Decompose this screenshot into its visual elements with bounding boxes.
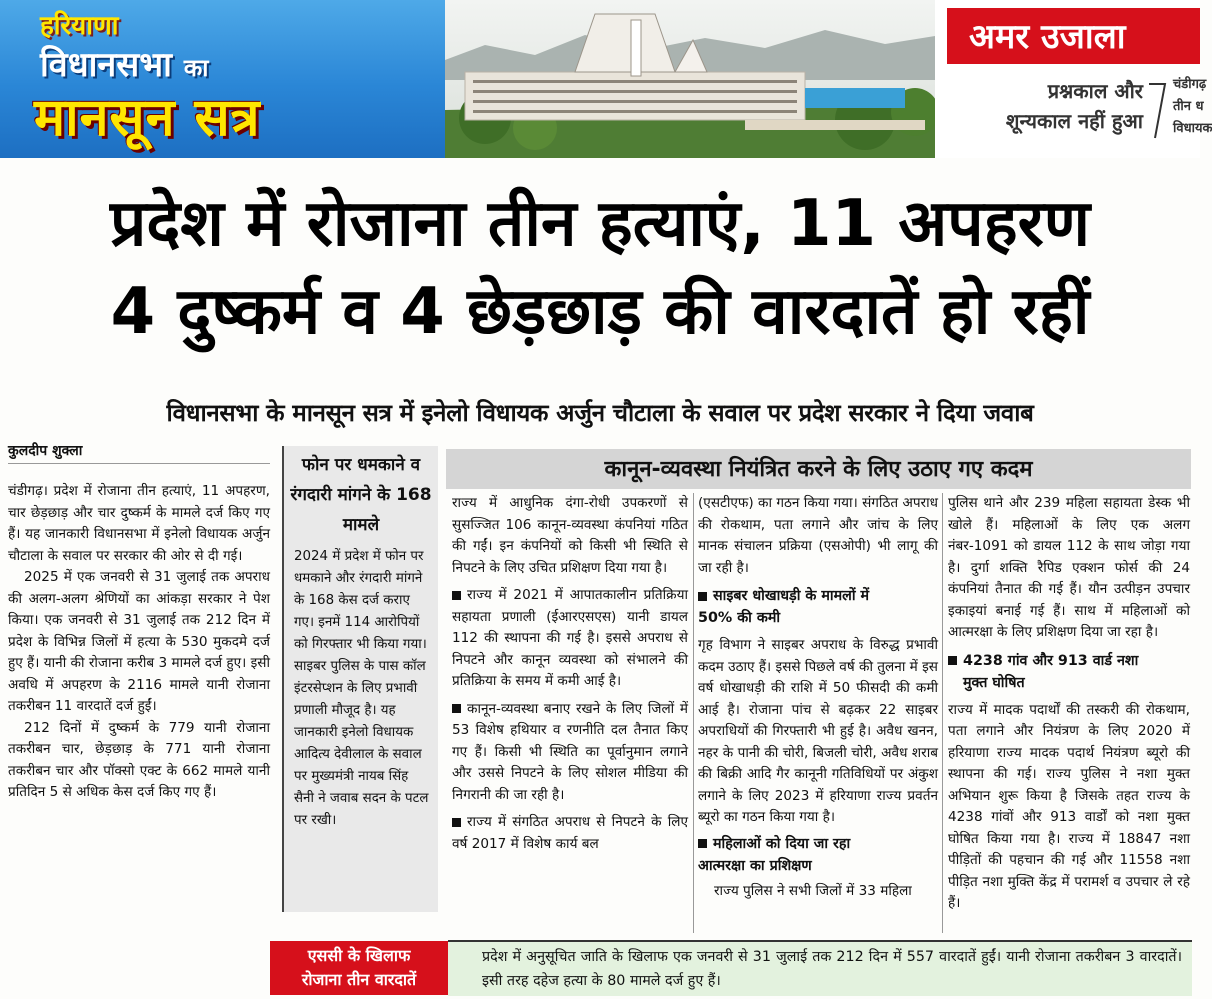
measures-paragraph-7: राज्य पुलिस ने सभी जिलों में 33 महिला [714,882,912,899]
measures-paragraph-5: (एसटीएफ) का गठन किया गया। संगठित अपराध की रोकथाम, पता लगाने और जांच के लिए मानक संचालन प्रक्रिया (एसओपी) भी लागू की जा रही है। [698,495,938,576]
session-label: मानसून सत्र [34,88,261,148]
assembly-building-photo [445,0,935,158]
snippet-line-3: विधायक [1173,121,1212,136]
story-paragraph-2: 2025 में एक जनवरी से 31 जुलाई तक अपराध की अलग-अलग श्रेणियों का आंकड़ा सरकार ने पेश किया। एक जनवरी से 31 जुलाई तक 212 दिन में प्रदेश के विभिन्न जिलों में हत्या के 530 मुकदमे दर्ज हुए हैं। यानी की रोजाना करीब 3 मामले दर्ज हुए। इसी अवधि में अपहरण के 2116 मामले यानी रोजाना तकरीबन 11 वारदातें दर्ज हुईं। [8,569,271,714]
section-banner [446,449,1191,489]
author-byline: कुलदीप शुक्ला [8,443,83,459]
sc-box-line-2: रोजाना तीन वारदातें [301,970,417,989]
section-title: कानून-व्यवस्था नियंत्रित करने के लिए उठाए गए कदम [604,457,1033,482]
assembly-text: विधानसभा [40,45,172,85]
measures-paragraph-1: राज्य में आधुनिक दंगा-रोधी उपकरणों से सुसज्जित 106 कानून-व्यवस्था कंपनियां गठित की गईं। इन कंपनियों को किसी भी स्थिति से निपटने के लिए उचित प्रशिक्षण दिया गया है। [452,495,688,576]
measures-paragraph-3: कानून-व्यवस्था बनाए रखने के लिए जिलों में 53 विशेष हथियार व रणनीति दल तैनात किए गए हैं। किसी भी स्थिति का पूर्वानुमान लगाने और उससे निपटने के लिए सोशल मीडिया की निगरानी की जा रही है। [452,700,688,803]
assembly-suffix: का [183,54,209,82]
measures-paragraph-6: गृह विभाग ने साइबर अपराध के विरुद्ध प्रभावी कदम उठाए हैं। इससे पिछले वर्ष की तुलना में इस वर्ष धोखाधड़ी की राशि में 50 फीसदी की कमी आई है। रोजाना पांच से बढ़कर 22 साइबर अपराधियों की गिरफ्तारी भी हुई है। अवैध खनन, नहर के पानी की चोरी, बिजली चोरी, अवैध शराब की बिक्री आदि गैर कानूनी गतिविधियों पर अंकुश लगाने के लिए 2023 में हरियाणा राज्य प्रवर्तन ब्यूरो का गठन किया गया है। [698,637,938,825]
cyber-heading-line-2: 50% की कमी [698,610,781,626]
women-training-heading [698,833,938,877]
cyber-fraud-heading [698,585,938,629]
assembly-building-illustration [445,0,935,158]
bullet-icon [698,592,707,601]
bullet-icon [698,839,707,848]
story-paragraph-1: चंडीगढ़। प्रदेश में रोजाना तीन हत्याएं, 11 अपहरण, चार छेड़छाड़ और चार दुष्कर्म के मामले दर्ज किए गए हैं। यह जानकारी विधानसभा में इनेलो विधायक अर्जुन चौटाला के सवाल पर सरकार की ओर से दी गई। [8,483,270,564]
headline-line-1: प्रदेश में रोजाना तीन हत्याएं, 11 अपहरण [109,187,1091,261]
column-rule [942,493,943,933]
drug-free-heading [948,650,1190,694]
main-story-column [8,481,270,804]
measures-paragraph-2: राज्य में 2021 में आपातकालीन प्रतिक्रिया सहायता प्रणाली (ईआरएसएस) यानी डायल 112 की स्थापना की गई है। इससे अपराध से निपटने और कानून व्यवस्था को संभालने की प्रतिक्रिया के समय में कमी आई है। [452,587,688,689]
byline-rule [8,463,270,464]
side-note [943,76,1143,136]
bullet-icon [452,704,461,713]
cut-off-snippet [1173,74,1212,140]
women-heading-line-2: आत्मरक्षा का प्रशिक्षण [698,857,812,874]
women-heading-line-1: महिलाओं को दिया जा रहा [713,835,851,852]
measures-paragraph-4: राज्य में संगठित अपराध से निपटने के लिए वर्ष 2017 में विशेष कार्य बल [452,814,688,852]
sc-highlight-box [270,941,448,995]
drug-heading-line-1: 4238 गांव और 913 वार्ड नशा [963,652,1139,669]
cyber-heading-line-1: साइबर धोखाधड़ी के मामलों में [713,588,870,604]
column-rule [693,493,694,933]
state-label: हरियाणा [40,11,119,41]
main-headline [0,180,1200,356]
measures-column-2 [698,493,938,902]
measures-paragraph-9: राज्य में मादक पदार्थों की तस्करी की रोकथाम, पता लगाने और नियंत्रण के लिए 2020 में हरियाणा राज्य मादक पदार्थ नियंत्रण ब्यूरो की स्थापना की गई। राज्य पुलिस ने नशा मुक्त अभियान शुरू किया है जिसके तहत राज्य के 4238 गांवों और 913 वार्डों को नशा मुक्त घोषित किया गया है। राज्य में 18847 नशा पीड़ितों की पहचान की गई और 11558 नशा पीड़ित नशा मुक्ति केंद्र में परामर्श व उपचार ले रहे हैं। [948,701,1190,911]
bullet-icon [948,656,957,665]
headline-line-2: 4 दुष्कर्म व 4 छेड़छाड़ की वारदातें हो रहीं [110,275,1090,349]
divider-stroke-icon [1147,76,1169,146]
subheadline: विधानसभा के मानसून सत्र में इनेलो विधायक अर्जुन चौटाला के सवाल पर प्रदेश सरकार ने दिया जवाब [166,399,1034,427]
bullet-icon [452,818,461,827]
sc-note-text: प्रदेश में अनुसूचित जाति के खिलाफ एक जनवरी से 31 जुलाई तक 212 दिन में 557 वारदातें हुईं। यानी रोजाना तकरीबन 3 वारदातें। इसी तरह दहेज हत्या के 80 मामले दर्ज हुए हैं। [448,940,1192,996]
page-banner [0,0,1212,158]
measures-paragraph-8: पुलिस थाने और 239 महिला सहायता डेस्क भी खोले हैं। महिलाओं के लिए एक अलग नंबर-1091 को डायल 112 के साथ जोड़ा गया है। दुर्गा शक्ति रैपिड एक्शन फोर्स की 24 कंपनियां तैनात की गई हैं। यौन उत्पीड़न उपचार इकाइयां बनाई गई हैं। साथ में महिलाओं को आत्मरक्षा के लिए प्रशिक्षण दिया जा रहा है। [948,495,1190,640]
masthead-area [935,0,1212,158]
session-banner [0,0,445,158]
sidebar-body: 2024 में प्रदेश में फोन पर धमकाने और रंगदारी मांगने के 168 केस दर्ज कराए गए। इनमें 114 आरोपियों को गिरफ्तार भी किया गया। साइबर पुलिस के पास कॉल इंटरसेप्शन के लिए प्रभावी प्रणाली मौजूद है। यह जानकारी इनेलो विधायक आदित्य देवीलाल के सवाल पर मुख्यमंत्री नायब सिंह सैनी ने जवाब सदन के पटल पर रखी। [294,549,429,828]
sc-box-line-1: एससी के खिलाफ [307,946,411,965]
snippet-line-2: तीन ध [1173,99,1204,114]
newspaper-masthead: अमर उजाला [947,8,1200,64]
bullet-icon [452,591,461,600]
sidebar-box [282,446,438,912]
story-paragraph-3: 212 दिनों में दुष्कर्म के 779 यानी रोजाना तकरीबन चार, छेड़छाड़ के 771 यानी रोजाना तकरीबन चार और पॉक्सो एक्ट के 662 मामले यानी प्रतिदिन 5 से अधिक केस दर्ज किए गए हैं। [8,719,270,800]
sidebar-title: फोन पर धमकाने व रंगदारी मांगने के 168 मामले [290,455,432,535]
measures-column-3 [948,493,1190,915]
measures-column-1 [452,493,688,855]
side-note-line2: शून्यकाल नहीं हुआ [1005,109,1143,133]
drug-heading-line-2: मुक्त घोषित [963,674,1025,691]
side-note-line1: प्रश्नकाल और [1047,79,1143,103]
snippet-line-1: चंडीगढ़ [1173,77,1207,92]
